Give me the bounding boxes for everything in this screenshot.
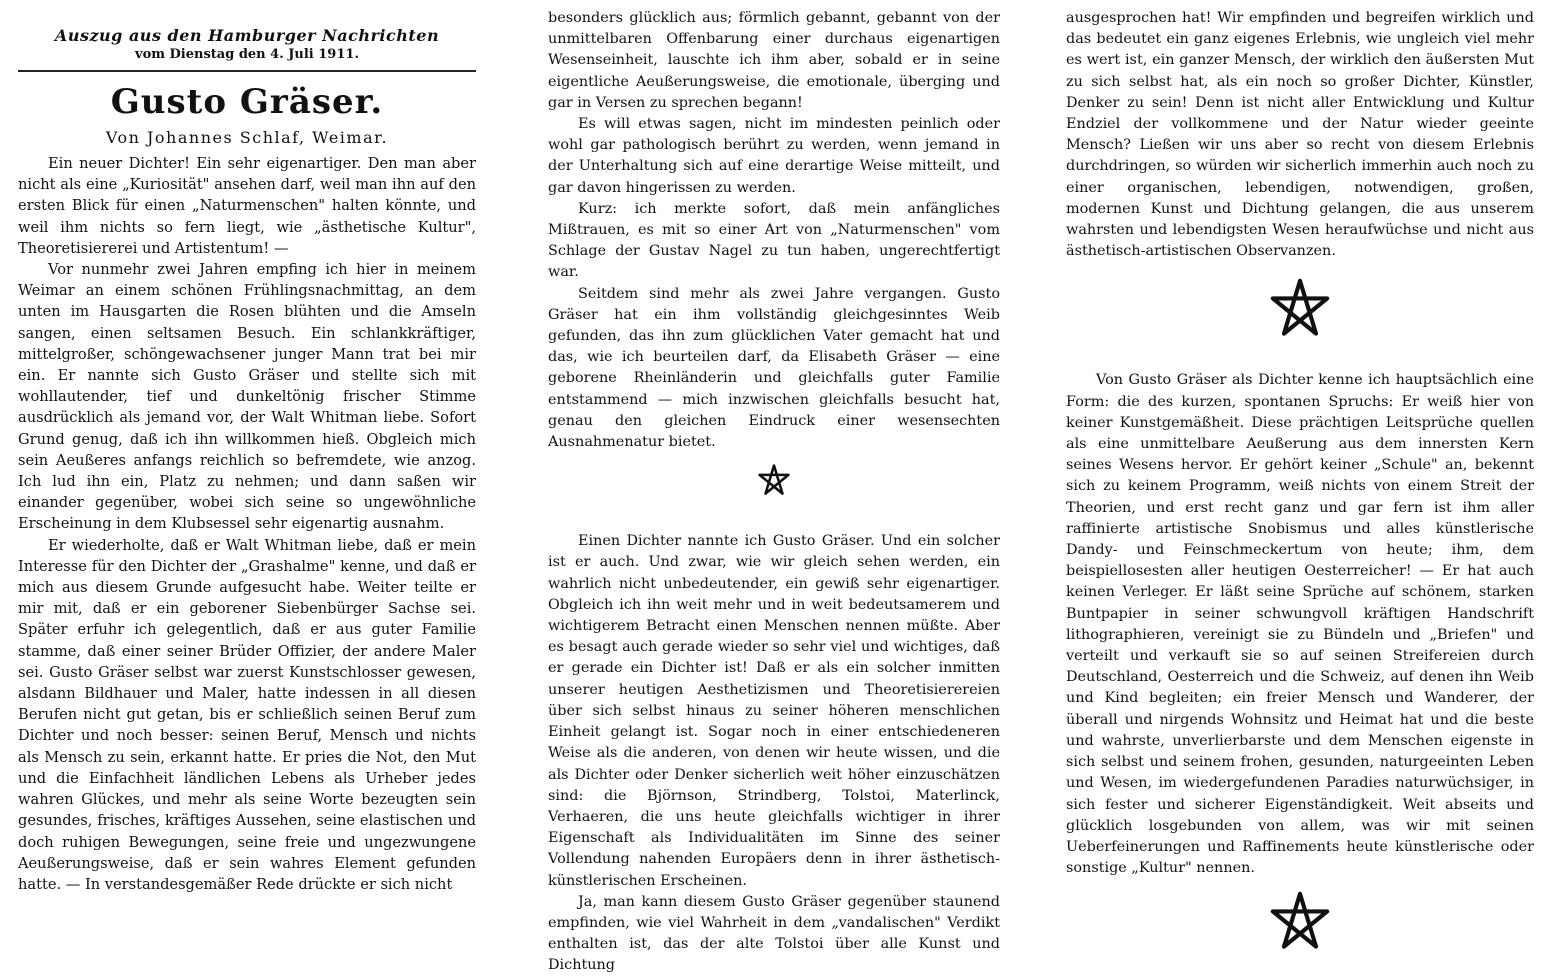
paragraph: Es will etwas sagen, nicht im mindesten peinlich oder wohl gar pathologisch berührt zu werden, wenn jemand in der Unterhaltung sich auf eine derartige Weise mitteilt, und gar davon hingerissen zu werden. (548, 116, 1000, 196)
paragraph: Von Gusto Gräser als Dichter kenne ich hauptsächlich eine Form: die des kurzen, spontanen Spruchs: Er weiß hier von keiner Kunstgemäßheit. Diese prächtigen Leitsprüche quellen als eine unmittelbare Aeußerung aus dem innersten Kern seines Wesens hervor. Er gehört keiner „Schule" an, bekennt sich zu keinem Programm, weiß nichts von einem Streit der Theorien, und erst recht ganz und gar fern ist ihm aller raffinierte artistische Snobismus und alles künstlerische Dandy- und Feinschmeckertum von heute; ihm, dem beispiellosesten aller heutigen Oesterreicher! — Er hat auch keinen Verleger. Er läßt seine Sprüche auf schönem, starken Buntpapier in seiner schwungvoll kräftigen Handschrift lithographieren, vereinigt sie zu Bündeln und „Briefen" und verteilt und verkauft sie so auf seinen Streifereien durch Deutschland, Oesterreich und die Schweiz, auf denen ihn Weib und Kind begleiten; ein freier Mensch und Wanderer, der überall und nirgends Wohnsitz und Heimat hat und die beste und wahrste, unverlierbarste und dem Menschen eigenste in sich selbst und seinem frohen, gesunden, naturgeeinten Leben und Wesen, im wiedergefundenen Paradies naturwüchsiger, in sich fester und sicherer Eigenständigkeit. Weit abseits und glücklich losgebunden von allem, was wir mit seinen Ueberfeinerungen und Raffinements heute künstlerische oder sonstige „Kultur" nennen. (1066, 372, 1534, 877)
paragraph: ausgesprochen hat! Wir empfinden und begreifen wirklich und das bedeutet ein ganz eigenes Erlebnis, wie ungleich viel mehr es wert ist, ein ganzer Mensch, der wirklich den äußersten Mut zu sich selbst hat, als ein noch so großer Dichter, Künstler, Denker zu sein! Denn ist nicht aller Entwicklung und Kultur Endziel der vollkommene und der Natur wieder geeinte Mensch? Ließen wir uns aber so recht von diesem Erlebnis durchdringen, so würden wir sicherlich immerhin auch noch zu einer organischen, lebendigen, notwendigen, großen, modernen Kunst und Dichtung gelangen, die aus unserem wahrsten und lebendigsten Wesen heraufwüchse und nicht aus ästhetisch-artistischen Observanzen. (1066, 10, 1534, 260)
masthead (18, 26, 476, 62)
column-1 (18, 0, 476, 893)
article-title: Gusto Gräser. (110, 82, 384, 122)
pentagram-icon (1268, 889, 1332, 953)
masthead-line-2: vom Dienstag den 4. Juli 1911. (135, 47, 359, 62)
star-divider (548, 463, 1000, 497)
paragraph: Ein neuer Dichter! Ein sehr eigenartiger. Den man aber nicht als eine „Kuriosität" ansehen darf, weil man ihn auf den ersten Blick für einen „Naturmenschen" halten könnte, und weil ihm nichts so fern liegt, wie „ästhetische Kultur", Theoretisiererei und Artistentum! — (18, 155, 476, 257)
paragraph: Er wiederholte, daß er Walt Whitman liebe, daß er mein Interesse für den Dichter der „Grashalme" kenne, und daß er mich aus diesem Grunde aufgesucht habe. Weiter teilte er mir mit, daß er ein geborener Siebenbürger Sachse sei. Später erfuhr ich gelegentlich, daß er aus guter Familie stamme, daß einer seiner Brüder Offizier, der andere Maler sei. Gusto Gräser selbst war zuerst Kunstschlosser gewesen, alsdann Bildhauer und Maler, hatte indessen in all diesen Berufen nicht gut getan, bis er schließlich seinen Beruf zum Dichter und noch besser: seinen Beruf, Mensch und nichts als Mensch zu sein, erkannt hatte. Er pries die Not, den Mut und die Einfachheit ländlichen Lebens als Urheber jedes wahren Glückes, und mehr als seine Worte bezeugten sein gesundes, frisches, kräftiges Aussehen, seine elastischen und doch ruhigen Bewegungen, seine freie und ungezwungene Aeußerungsweise, daß er sein wahres Element gefunden hatte. — In verstandesgemäßer Rede drückte er sich nicht (18, 536, 476, 893)
paragraph: Kurz: ich merkte sofort, daß mein anfängliches Mißtrauen, es mit so einer Art von „Naturmenschen" vom Schlage der Gustav Nagel zu tun haben, ungerechtfertigt war. (548, 200, 1000, 281)
masthead-line-1: Auszug aus den Hamburger Nachrichten (54, 26, 440, 45)
article-byline: Von Johannes Schlaf, Weimar. (105, 128, 389, 147)
pentagram-icon (1268, 276, 1332, 340)
paragraph: Ja, man kann diesem Gusto Gräser gegenüber staunend empfinden, wie viel Wahrheit in dem „vandalischen" Verdikt enthalten ist, das der alte Tolstoi über alle Kunst und Dichtung (548, 893, 1000, 974)
star-divider (1066, 889, 1534, 953)
paragraph: Seitdem sind mehr als zwei Jahre vergangen. Gusto Gräser hat ein ihm vollständig gleichgesinntes Weib gefunden, das ihn zum glücklichen Vater gemacht hat und das, wie ich beurteilen darf, da Elisabeth Gräser — eine geborene Rheinländerin und gleichfalls guter Familie entstammend — mich inzwischen gleichfalls besucht hat, genau den gleichen Eindruck einer wesensechten Ausnahmenatur bietet. (548, 285, 1000, 451)
pentagram-icon (757, 463, 791, 497)
paragraph: Vor nunmehr zwei Jahren empfing ich hier in meinem Weimar an einem schönen Frühlingsnachmittag, an dem unten im Hausgarten die Rosen blühten und die Amseln sangen, einen seltsamen Besuch. Ein schlankkräftiger, mittelgroßer, schöngewachsener junger Mann trat bei mir ein. Er nannte sich Gusto Gräser und stellte sich mit wohllautender, tief und dunkeltönig frischer Stimme ausdrücklich als jemand vor, der Walt Whitman liebe. Sofort Grund genug, daß ich ihn willkommen hieß. Obgleich mich sein Aeußeres anfangs reichlich so befremdete, wie anzog. Ich lud ihn ein, Platz zu nehmen; und dann saßen wir einander gegenüber, wobei sich seine so ungewöhnliche Erscheinung in dem Klubsessel sehr eigenartig ausnahm. (18, 261, 476, 533)
masthead-rule (18, 70, 476, 72)
star-divider (1066, 276, 1534, 340)
paragraph: Einen Dichter nannte ich Gusto Gräser. Und ein solcher ist er auch. Und zwar, wie wir gleich sehen werden, ein wahrlich nicht unbedeutender, ein gewiß sehr eigenartiger. Obgleich ich ihn weit mehr und in weit bedeutsamerem und wichtigerem Betracht einen Menschen nennen müßte. Aber es besagt auch gerade wieder so sehr viel und wichtiges, daß er gerade ein Dichter ist! Daß er als ein solcher inmitten unserer heutigen Aesthetizismen und Theoretisierereien über sich selbst hinaus zu seiner höheren menschlichen Einheit gelangt ist. Sogar noch in einer entschiedeneren Weise als die anderen, von denen wir heute wissen, und die als Dichter oder Denker sicherlich weit höher einzuschätzen sind: die Björnson, Strindberg, Tolstoi, Materlinck, Verhaeren, die uns heute gleichfalls wichtiger in ihrer Eigenschaft als Individualitäten im Sinne des seiner Vollendung nahenden Europäers denn in ihrer ästhetisch-künstlerischen Erscheinen. (548, 533, 1000, 889)
column-2 (548, 0, 1000, 974)
column-3 (1066, 0, 1534, 877)
paragraph: besonders glücklich aus; förmlich gebannt, gebannt von der unmittelbaren Offenbarung einer durchaus eigenartigen Wesenseinheit, lauschte ich ihm aber, sobald er in seine eigentliche Aeußerungsweise, die emotionale, überging und gar in Versen zu sprechen begann! (548, 10, 1000, 111)
